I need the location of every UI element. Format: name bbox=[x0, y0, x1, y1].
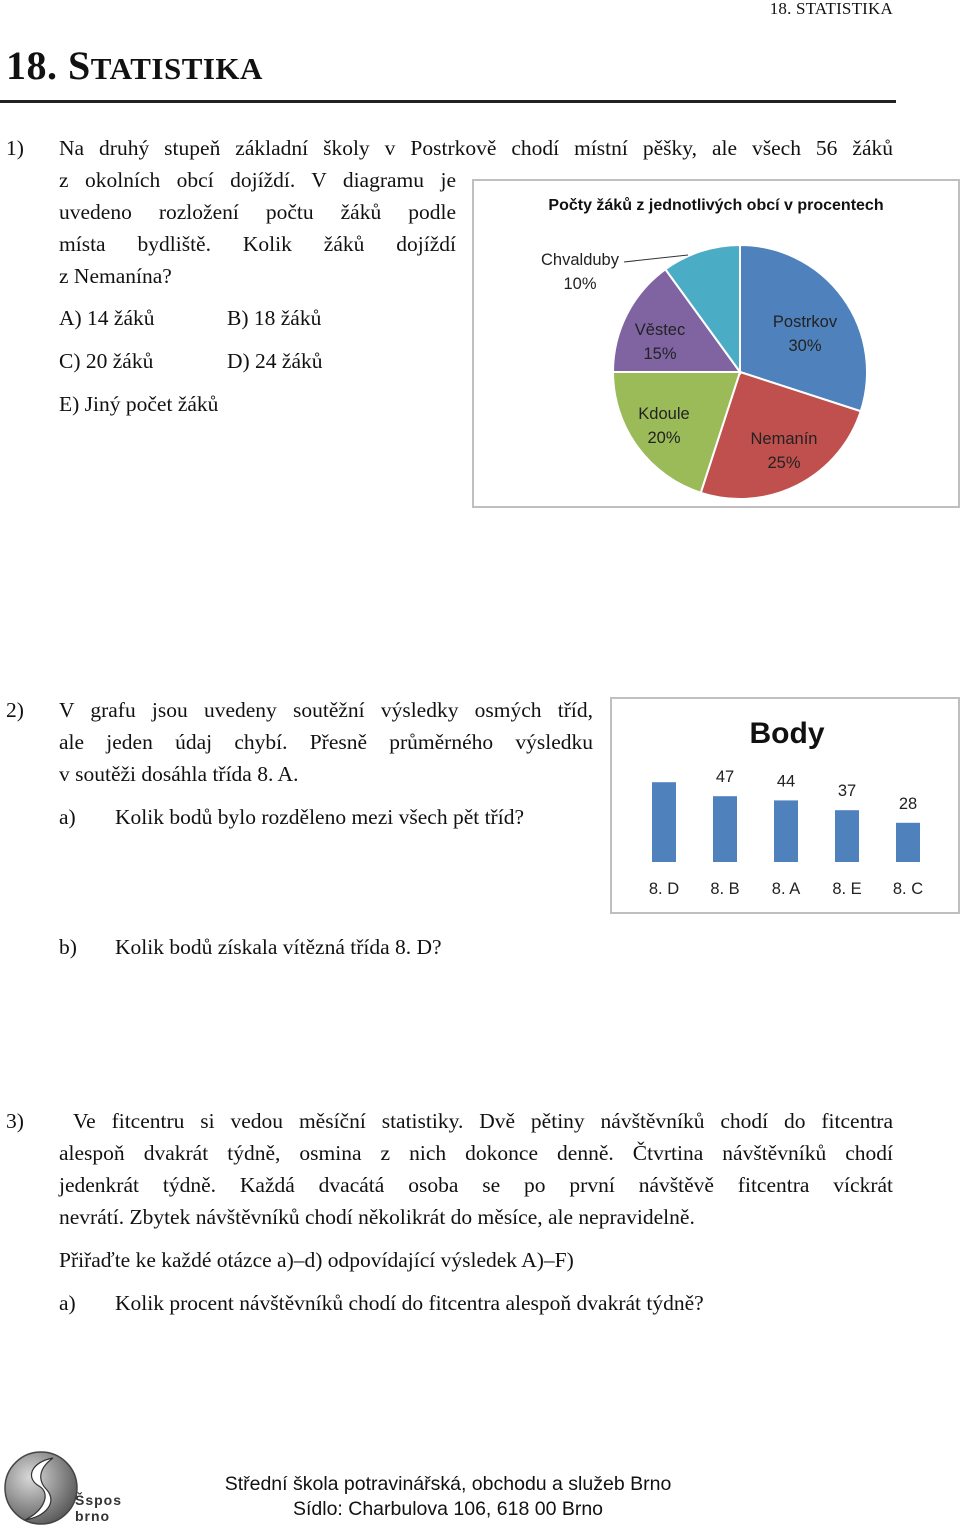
title-number: 18. bbox=[6, 43, 68, 88]
footer-line2: Sídlo: Charbulova 106, 618 00 Brno bbox=[292, 1498, 604, 1520]
q2-line2: ale jeden údaj chybí. Přesně průměrného výsledku bbox=[59, 730, 593, 754]
q1-line5: z Nemanína? bbox=[59, 264, 172, 288]
q1-option-c: C) 20 žáků bbox=[59, 349, 154, 373]
q1-line1: Na druhý stupeň základní školy v Postrkově chodí místní pěšky, ale všech 56 žáků bbox=[59, 136, 893, 160]
title-first-letter: S bbox=[68, 43, 91, 88]
q3-line3: jedenkrát týdně. Každá dvacátá osoba se po první návštěvě fitcentra víckrát bbox=[59, 1173, 893, 1197]
q1-line2: z okolních obcí dojíždí. V diagramu je bbox=[59, 168, 456, 192]
q1-number: 1) bbox=[6, 136, 24, 160]
q3-number: 3) bbox=[6, 1109, 24, 1133]
q3-a-label: a) bbox=[59, 1291, 76, 1315]
q3-instruction: Přiřaďte ke každé otázce a)–d) odpovídající výsledek A)–F) bbox=[59, 1248, 574, 1272]
q3-line2: alespoň dvakrát týdně, osmina z nich dokonce denně. Čtvrtina návštěvníků chodí bbox=[59, 1141, 893, 1165]
bar-8c bbox=[896, 823, 920, 862]
q2-line1: V grafu jsou uvedeny soutěžní výsledky osmých tříd, bbox=[59, 698, 593, 722]
bar-chart-frame bbox=[610, 697, 960, 914]
q3-line4: nevrátí. Zbytek návštěvníků chodí několikrát do měsíce, ale nepravidelně. bbox=[59, 1205, 695, 1229]
bar-8d bbox=[652, 782, 676, 862]
pie-label-chvalduby: Chvalduby 10% bbox=[541, 251, 619, 293]
q1-line3: uvedeno rozložení počtu žáků podle bbox=[59, 200, 456, 224]
q1-option-e: E) Jiný počet žáků bbox=[59, 392, 219, 416]
q2-line3: v soutěži dosáhla třída 8. A. bbox=[59, 762, 299, 786]
q1-option-b: B) 18 žáků bbox=[227, 306, 322, 330]
bar-category-label: 8. A bbox=[771, 880, 801, 898]
title-rule bbox=[0, 100, 896, 103]
bar-category-label: 8. C bbox=[892, 880, 924, 898]
bar-8b bbox=[713, 796, 737, 862]
q3-line1: Ve fitcentru si vedou měsíční statistiky. Dvě pětiny návštěvníků chodí do fitcentra bbox=[73, 1109, 893, 1133]
q2-a-label: a) bbox=[59, 805, 76, 829]
bar-chart bbox=[612, 699, 958, 912]
pie-label-kdoule: Kdoule 20% bbox=[638, 405, 690, 447]
pie-label-postrkov: Postrkov 30% bbox=[772, 313, 838, 355]
bar-value-label: 37 bbox=[837, 782, 857, 801]
q1-line4: místa bydliště. Kolik žáků dojíždí bbox=[59, 232, 456, 256]
q3-a-text: Kolik procent návštěvníků chodí do fitcentra alespoň dvakrát týdně? bbox=[115, 1291, 704, 1315]
footer-line1: Střední škola potravinářská, obchodu a služeb Brno bbox=[224, 1473, 672, 1495]
q1-option-a: A) 14 žáků bbox=[59, 306, 155, 330]
title-rest: TATISTIKA bbox=[90, 51, 263, 86]
q2-a-text: Kolik bodů bylo rozděleno mezi všech pět tříd? bbox=[115, 805, 524, 829]
page-title bbox=[6, 42, 263, 89]
bar-value-label: 47 bbox=[715, 768, 735, 787]
running-header: 18. STATISTIKA bbox=[769, 0, 893, 18]
q2-b-text: Kolik bodů získala vítězná třída 8. D? bbox=[115, 935, 442, 959]
q2-number: 2) bbox=[6, 698, 24, 722]
pie-chart-frame bbox=[472, 179, 960, 508]
school-logo-text: Šspos brno bbox=[75, 1492, 123, 1524]
pie-label-nemanin: Nemanín 25% bbox=[750, 430, 818, 472]
pie-label-vestec: Věstec 15% bbox=[634, 321, 686, 363]
pie-chart-title: Počty žáků z jednotlivých obcí v procentech bbox=[548, 197, 884, 214]
pie-chart bbox=[474, 181, 958, 506]
q2-b-label: b) bbox=[59, 935, 77, 959]
bar-category-label: 8. B bbox=[710, 880, 740, 898]
school-logo bbox=[3, 1450, 121, 1528]
bar-category-label: 8. D bbox=[648, 880, 680, 898]
bar-value-label: 44 bbox=[776, 772, 796, 791]
bar-value-label: 28 bbox=[898, 794, 918, 813]
bar-chart-title: Body bbox=[749, 717, 825, 750]
bar-8e bbox=[835, 810, 859, 862]
bar-category-label: 8. E bbox=[832, 880, 862, 898]
bar-8a bbox=[774, 800, 798, 862]
q1-option-d: D) 24 žáků bbox=[227, 349, 323, 373]
